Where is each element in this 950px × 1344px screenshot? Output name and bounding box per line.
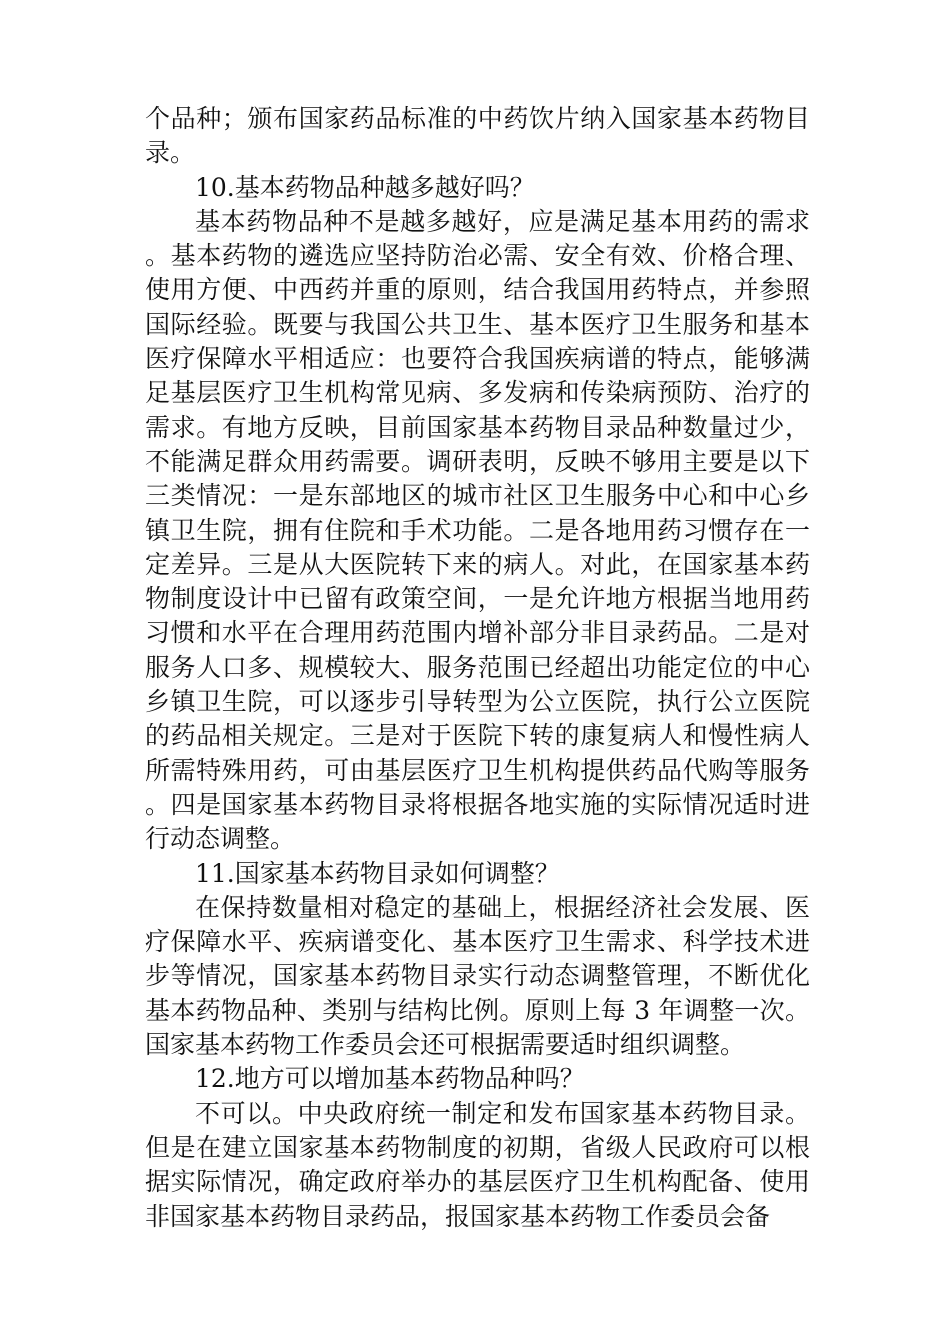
question-heading-12: 12.地方可以增加基本药物品种吗？ [195,1064,585,1094]
question-heading-11: 11.国家基本药物目录如何调整？ [195,858,560,888]
answer-paragraph-10: 基本药物品种不是越多越好，应是满足基本用药的需求。基本药物的遴选应坚持防治必需、安全有效、价格合理、使用方便、中西药并重的原则，结合我国用药特点，并参照国际经验。既要与我国公共卫生、基本医疗卫生服务和基本医疗保障水平相适应：也要符合我国疾病谱的特点，能够满足基层医疗卫生机构常见病、多发病和传染病预防、治疗的需求。有地方反映，目前国家基本药物目录品种数量过少，不能满足群众用药需要。调研表明，反映不够用主要是以下三类情况：一是东部地区的城市社区卫生服务中心和中心乡镇卫生院，拥有住院和手术功能。二是各地用药习惯存在一定差异。三是从大医院转下来的病人。对此，在国家基本药物制度设计中已留有政策空间，一是允许地方根据当地用药习惯和水平在合理用药范围内增补部分非目录药品。二是对服务人口多、规模较大、服务范围已经超出功能定位的中心乡镇卫生院，可以逐步引导转型为公立医院，执行公立医院的药品相关规定。三是对于医院下转的康复病人和慢性病人所需特殊用药，可由基层医疗卫生机构提供药品代购等服务。四是国家基本药物目录将根据各地实施的实际情况适时进行动态调整。 [145,206,810,854]
answer-paragraph-12: 不可以。中央政府统一制定和发布国家基本药物目录。但是在建立国家基本药物制度的初期，省级人民政府可以根据实际情况，确定政府举办的基层医疗卫生机构配备、使用非国家基本药物目录药品，报国家基本药物工作委员会备 [145,1098,810,1231]
answer-paragraph-11: 在保持数量相对稳定的基础上，根据经济社会发展、医疗保障水平、疾病谱变化、基本医疗卫生需求、科学技术进步等情况，国家基本药物目录实行动态调整管理，不断优化基本药物品种、类别与结构比例。原则上每 3 年调整一次。国家基本药物工作委员会还可根据需要适时组织调整。 [145,892,810,1060]
question-heading-10: 10.基本药物品种越多越好吗？ [195,172,535,202]
paragraph-continued: 个品种；颁布国家药品标准的中药饮片纳入国家基本药物目录。 [145,104,810,168]
document-body [145,102,810,1234]
